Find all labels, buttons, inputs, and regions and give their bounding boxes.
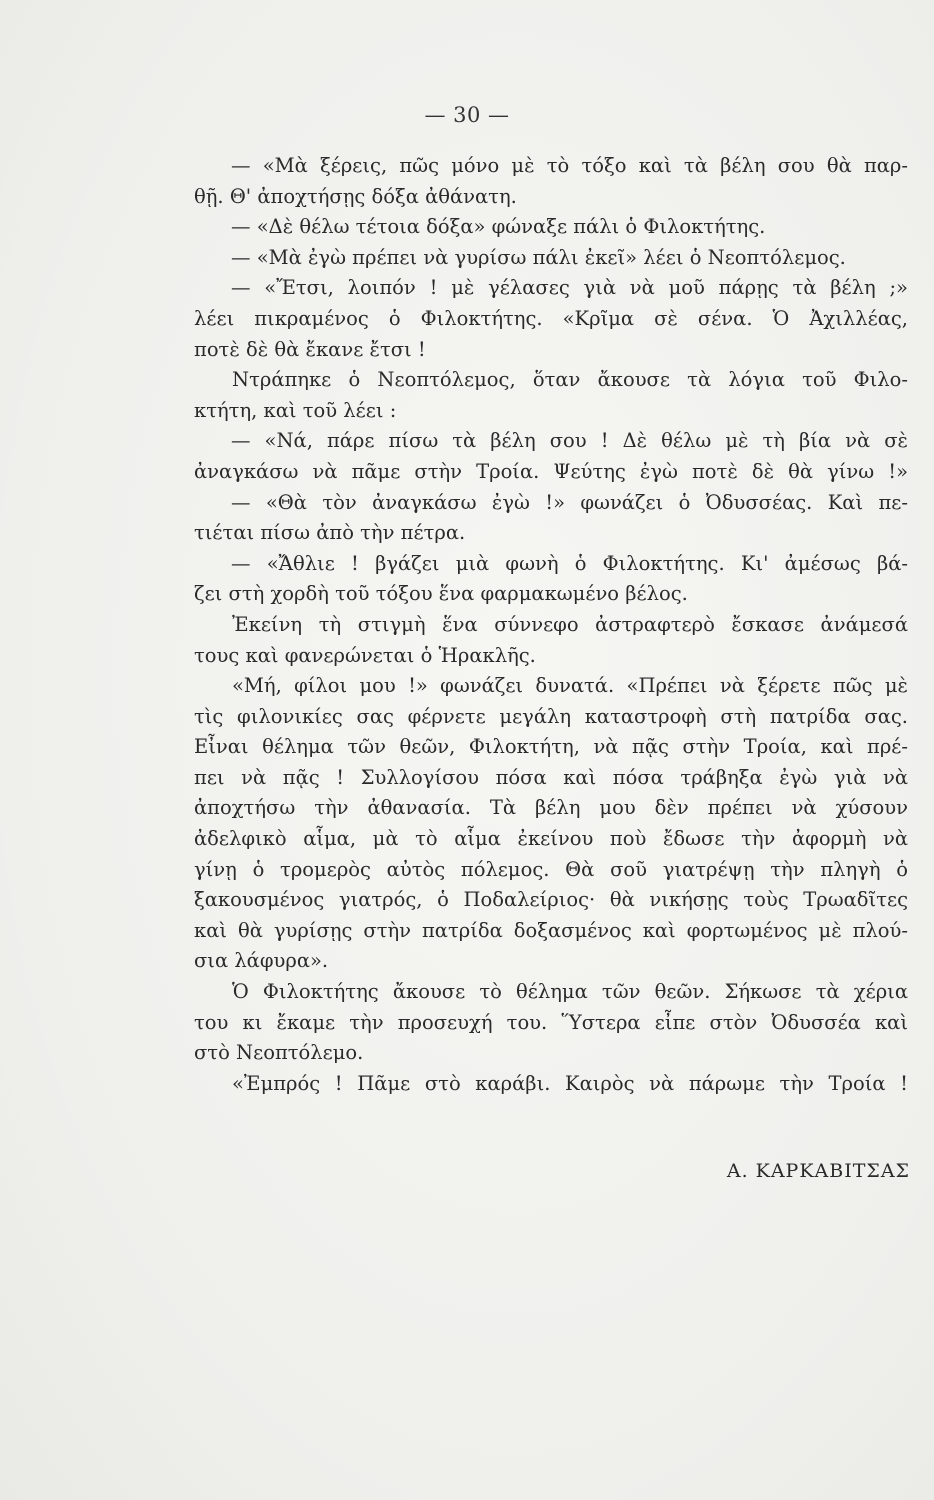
text-line: τὶς φιλονικίες σας φέρνετε μεγάλη καταστροφὴ στὴ πατρίδα σας. bbox=[194, 704, 908, 728]
text-line: τιέται πίσω ἀπὸ τὴν πέτρα. bbox=[194, 521, 466, 545]
text-line: γίνῃ ὁ τρομερὸς αὐτὸς πόλεμος. Θὰ σοῦ γιατρέψῃ τὴν πληγὴ ὁ bbox=[194, 857, 908, 881]
text-line: κτήτη, καὶ τοῦ λέει : bbox=[194, 398, 397, 422]
body-text bbox=[194, 151, 908, 1099]
text-line: ποτὲ δὲ θὰ ἔκανε ἔτσι ! bbox=[194, 337, 426, 361]
text-line: στὸ Νεοπτόλεμο. bbox=[194, 1041, 364, 1065]
text-line: ξακουσμένος γιατρός, ὁ Ποδαλείριος· θὰ νικήσῃς τοὺς Τρωαδῖτες bbox=[194, 888, 908, 912]
text-line: σια λάφυρα». bbox=[194, 949, 329, 973]
text-line: λέει πικραμένος ὁ Φιλοκτήτης. «Κρῖμα σὲ σένα. Ὁ Ἀχιλλέας, bbox=[194, 306, 908, 330]
text-line: «Μή, φίλοι μου !» φωνάζει δυνατά. «Πρέπει νὰ ξέρετε πῶς μὲ bbox=[232, 674, 908, 698]
text-line: — «Δὲ θέλω τέτοια δόξα» φώναξε πάλι ὁ Φιλοκτήτης. bbox=[231, 215, 766, 239]
text-line: Ὁ Φιλοκτήτης ἄκουσε τὸ θέλημα τῶν θεῶν. Σήκωσε τὰ χέρια bbox=[232, 980, 908, 1004]
text-line: πει νὰ πᾷς ! Συλλογίσου πόσα καὶ πόσα τράβηξα ἐγὼ γιὰ νὰ bbox=[194, 765, 908, 789]
text-line: θῇ. Θ' ἀποχτήσῃς δόξα ἀθάνατη. bbox=[194, 184, 517, 208]
text-line: Ντράπηκε ὁ Νεοπτόλεμος, ὅταν ἄκουσε τὰ λόγια τοῦ Φιλο- bbox=[232, 368, 908, 392]
text-line: καὶ θὰ γυρίσῃς στὴν πατρίδα δοξασμένος καὶ φορτωμένος μὲ πλού- bbox=[194, 918, 908, 942]
text-line: τους καὶ φανερώνεται ὁ Ἡρακλῆς. bbox=[194, 643, 536, 667]
text-line: «Ἐμπρός ! Πᾶμε στὸ καράβι. Καιρὸς νὰ πάρωμε τὴν Τροία ! bbox=[232, 1071, 908, 1095]
text-line: ἀποχτήσω τὴν ἀθανασία. Τὰ βέλη μου δὲν πρέπει νὰ χύσουν bbox=[194, 796, 908, 820]
text-line: — «Νά, πάρε πίσω τὰ βέλη σου ! Δὲ θέλω μὲ τὴ βία νὰ σὲ bbox=[231, 429, 908, 453]
text-line: — «Ἄθλιε ! βγάζει μιὰ φωνὴ ὁ Φιλοκτήτης. Κι' ἀμέσως βά- bbox=[231, 551, 908, 575]
author-signature: Α. ΚΑΡΚΑΒΙΤΣΑΣ bbox=[726, 1160, 910, 1182]
text-line: — «Μὰ ἐγὼ πρέπει νὰ γυρίσω πάλι ἐκεῖ» λέει ὁ Νεοπτόλεμος. bbox=[231, 245, 846, 269]
text-line: ἀναγκάσω νὰ πᾶμε στὴν Τροία. Ψεύτης ἐγὼ ποτὲ δὲ θὰ γίνω !» bbox=[194, 459, 908, 483]
text-line: Ἐκείνη τὴ στιγμὴ ἕνα σύννεφο ἀστραφτερὸ ἔσκασε ἀνάμεσά bbox=[232, 612, 908, 636]
text-line: — «Μὰ ξέρεις, πῶς μόνο μὲ τὸ τόξο καὶ τὰ βέλη σου θὰ παρ- bbox=[231, 154, 908, 177]
text-line: ζει στὴ χορδὴ τοῦ τόξου ἕνα φαρμακωμένο βέλος. bbox=[194, 582, 688, 606]
page-number: — 30 — bbox=[424, 103, 510, 127]
text-line: — «Θὰ τὸν ἀναγκάσω ἐγὼ !» φωνάζει ὁ Ὀδυσσέας. Καὶ πε- bbox=[231, 490, 908, 514]
text-line: Εἶναι θέλημα τῶν θεῶν, Φιλοκτήτη, νὰ πᾷς στὴν Τροία, καὶ πρέ- bbox=[194, 735, 908, 759]
text-line: του κι ἔκαμε τὴν προσευχή του. Ὕστερα εἶπε στὸν Ὀδυσσέα καὶ bbox=[194, 1010, 908, 1034]
text-line: — «Ἔτσι, λοιπόν ! μὲ γέλασες γιὰ νὰ μοῦ πάρῃς τὰ βέλη ;» bbox=[231, 276, 908, 300]
text-line: ἀδελφικὸ αἷμα, μὰ τὸ αἷμα ἐκείνου ποὺ ἔδωσε τὴν ἀφορμὴ νὰ bbox=[194, 827, 908, 851]
